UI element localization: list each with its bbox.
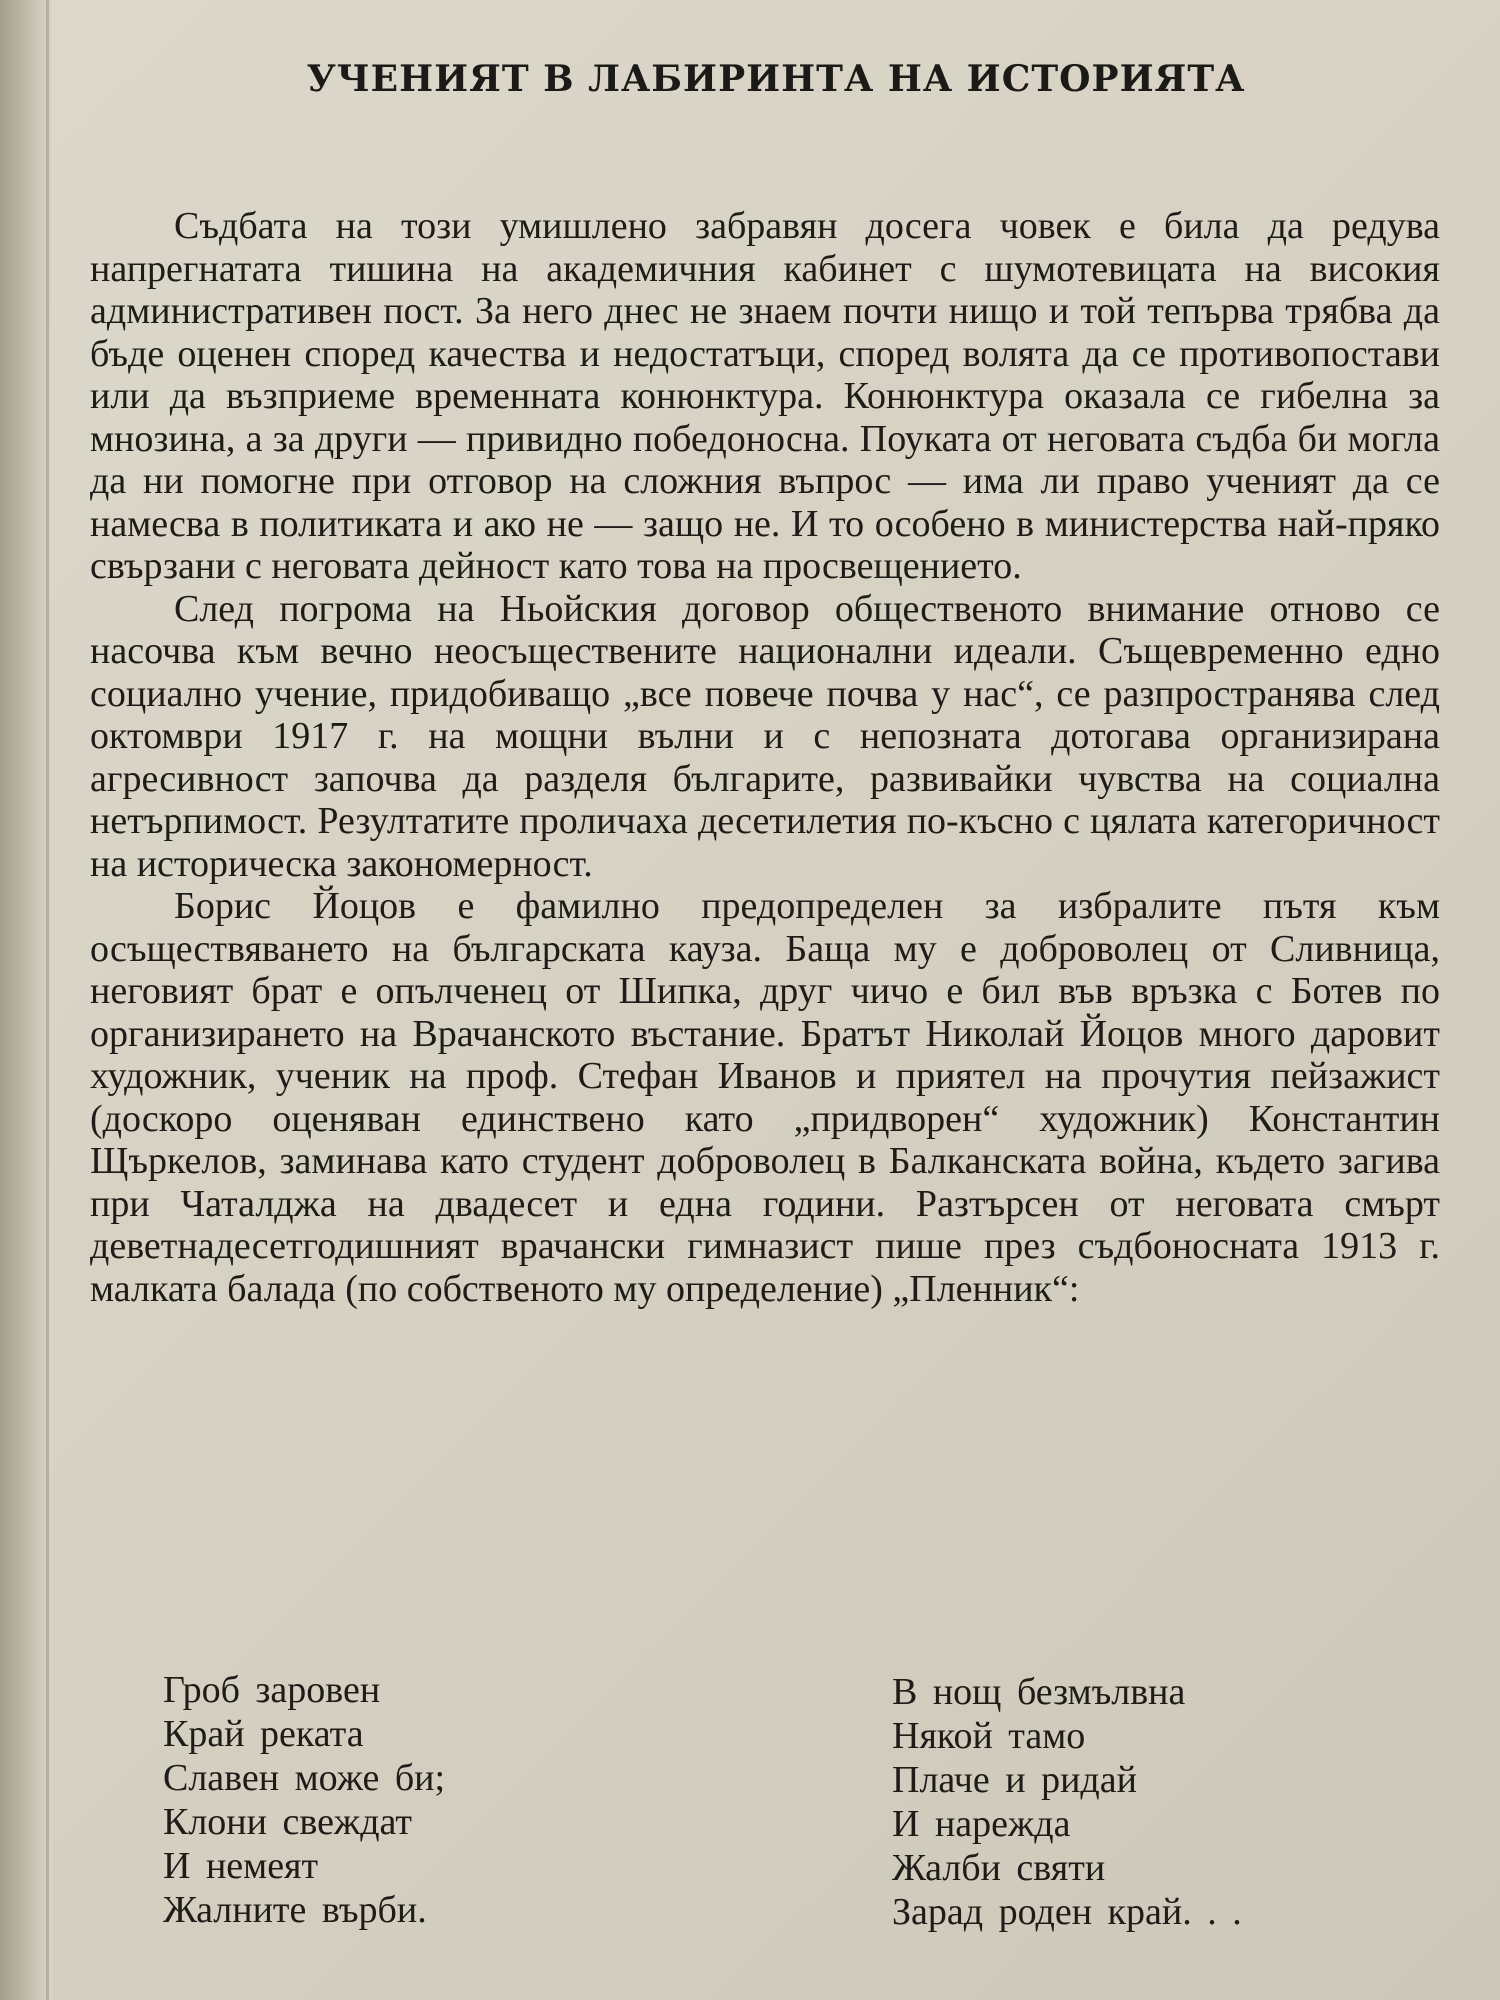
paragraph-2: След погрома на Ньойския договор общественото внимание отново се насочва към вечно неосъществените национални идеали. Същевременно едно социално учение, придобиващо „все повече почва у нас“, се разпространява след октомври 1917 г. на мощни вълни и с непозната дотогава организирана агресивност започва да разделя българите, развивайки чувства на социална нетърпимост. Резултатите проличаха десетилетия по-късно с цялата категоричност на историческа закономерност. — [90, 587, 1440, 885]
paragraph-3: Борис Йоцов е фамилно предопределен за избралите пътя към осъществяването на българската кауза. Баща му е доброволец от Сливница, неговият брат е опълченец от Шипка, друг чичо е бил във връзка с Ботев по организирането на Врачанското въстание. Братът Николай Йоцов много даровит художник, ученик на проф. Стефан Иванов и приятел на прочутия пейзажист (доскоро оценяван единствено като „придворен“ художник) Константин Щъркелов, заминава като студент доброволец в Балканската война, където загива при Чаталджа на двадесет и една години. Разтърсен от неговата смърт деветнадесетгодишният врачански гимназист пише през съдбоносната 1913 г. малката балада (по собственото му определение) „Пленник“: — [90, 885, 1440, 1310]
poem-line: В нощ безмълвна — [892, 1671, 1186, 1713]
book-page — [52, 0, 1500, 2000]
poem-line: И немеят — [163, 1845, 319, 1887]
page-edge — [46, 0, 49, 2000]
poem-line: И нарежда — [892, 1803, 1071, 1845]
book-spine-shadow — [0, 0, 52, 2000]
paragraph-1: Съдбата на този умишлено забравян досега човек е била да редува напрегнатата тишина на академичния кабинет с шумотевицата на високия административен пост. За него днес не знаем почти нищо и той тепърва трябва да бъде оценен според качества и недостатъци, според волята да се противопостави или да възприеме временната конюнктура. Конюнктура оказала се гибелна за мнозина, а за други — привидно победоносна. Поуката от неговата съдба би могла да ни помогне при отговор на сложния въпрос — има ли право ученият да се намесва в политиката и ако не — защо не. И то особено в министерства най-пряко свързани с неговата дейност като това на просвещението. — [90, 205, 1440, 587]
poem-right-stanza — [892, 1670, 1242, 1934]
poem-line: Край реката — [163, 1713, 364, 1755]
poem-line: Някой тамо — [892, 1715, 1086, 1757]
poem-line: Жалните върби. — [163, 1889, 427, 1931]
poem-line: Славен може би; — [163, 1757, 446, 1799]
body-text — [90, 205, 1440, 1310]
poem-line: Плаче и ридай — [892, 1759, 1137, 1801]
poem-line: Зарад роден край. . . — [892, 1891, 1242, 1933]
poem-line: Жалби святи — [892, 1847, 1106, 1889]
poem-line: Клони свеждат — [163, 1801, 413, 1843]
poem-line: Гроб заровен — [163, 1669, 381, 1711]
poem-left-stanza — [163, 1668, 445, 1932]
chapter-title: УЧЕНИЯТ В ЛАБИРИНТА НА ИСТОРИЯТА — [306, 58, 1246, 100]
